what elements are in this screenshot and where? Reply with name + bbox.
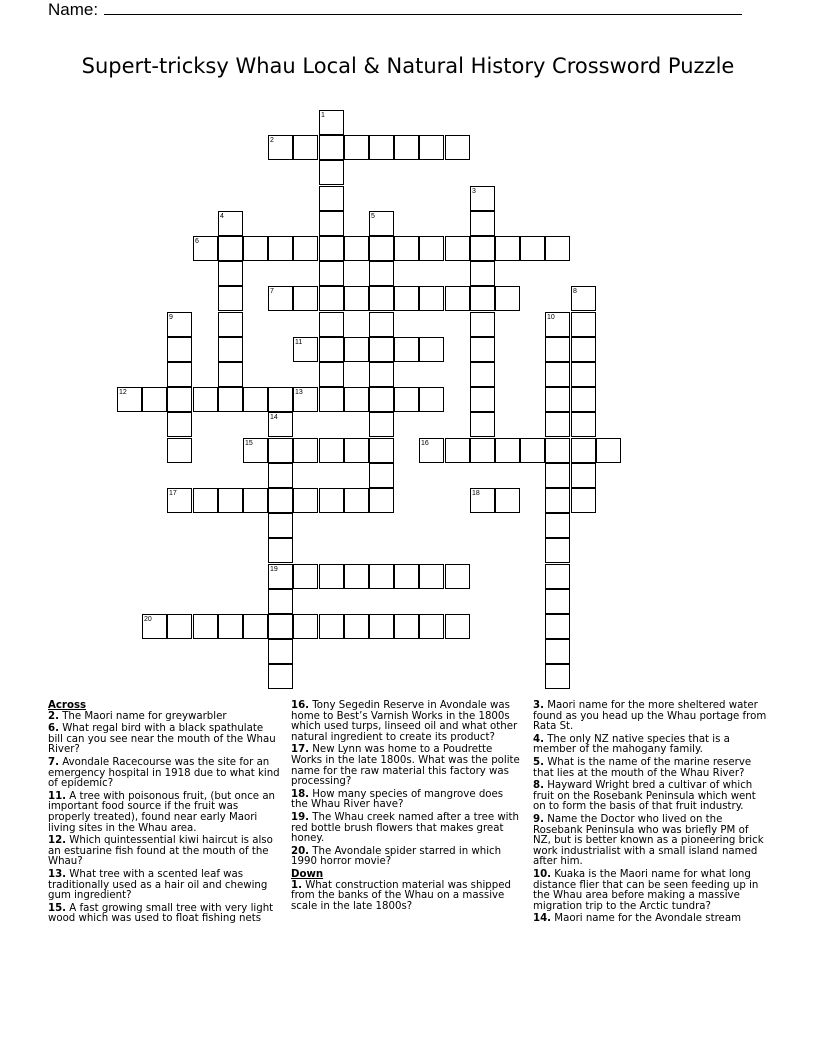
clue-number: 3 xyxy=(472,188,476,195)
grid-cell[interactable] xyxy=(445,236,470,261)
grid-cell[interactable] xyxy=(268,589,293,614)
clue-item-number: 19. xyxy=(291,811,310,823)
grid-cell[interactable] xyxy=(545,614,570,639)
clue-item-text: The Avondale spider starred in which 1990 horror movie? xyxy=(291,845,502,868)
grid-cell[interactable] xyxy=(344,337,369,362)
grid-cell[interactable] xyxy=(571,362,596,387)
grid-cell[interactable] xyxy=(268,639,293,664)
clue-item-text: Maori name for the more sheltered water found as you head up the Whau portage from Rata St. xyxy=(533,700,767,733)
grid-cell[interactable] xyxy=(268,438,293,463)
grid-cell[interactable] xyxy=(419,564,444,589)
grid-cell[interactable] xyxy=(369,211,394,236)
grid-cell[interactable] xyxy=(243,387,268,412)
grid-cell[interactable] xyxy=(520,236,545,261)
grid-cell[interactable] xyxy=(369,412,394,437)
clue-item-number: 4. xyxy=(533,733,544,745)
across-heading: Across xyxy=(48,700,87,711)
grid-cell[interactable] xyxy=(545,639,570,664)
grid-cell[interactable] xyxy=(319,564,344,589)
clue-item-text: How many species of mangrove does the Whau River have? xyxy=(291,788,504,811)
grid-cell[interactable] xyxy=(319,387,344,412)
grid-cell[interactable] xyxy=(293,387,318,412)
grid-cell[interactable] xyxy=(167,337,192,362)
grid-cell[interactable] xyxy=(369,387,394,412)
grid-cell[interactable] xyxy=(167,614,192,639)
clue-item-text: What construction material was shipped from the banks of the Whau on a massive scale in the late 1800s? xyxy=(291,879,511,912)
clue-item xyxy=(533,781,769,813)
grid-cell[interactable] xyxy=(545,337,570,362)
clue-item-number: 14. xyxy=(533,913,552,925)
clue-item-number: 20. xyxy=(291,845,310,857)
clue-item-number: 6. xyxy=(48,723,59,735)
clue-item-number: 1. xyxy=(291,879,302,891)
grid-cell[interactable] xyxy=(571,463,596,488)
grid-cell[interactable] xyxy=(293,438,318,463)
grid-cell[interactable] xyxy=(167,387,192,412)
clue-item-text: Hayward Wright bred a cultivar of which fruit on the Rosebank Peninsula which went on to form the basis of that fruit industry. xyxy=(533,780,756,813)
grid-cell[interactable] xyxy=(293,564,318,589)
clue-item xyxy=(291,813,523,845)
grid-cell[interactable] xyxy=(470,286,495,311)
clue-item xyxy=(291,847,523,868)
clue-item xyxy=(291,790,523,811)
grid-cell[interactable] xyxy=(495,236,520,261)
grid-cell[interactable] xyxy=(545,463,570,488)
grid-cell[interactable] xyxy=(470,186,495,211)
grid-cell[interactable] xyxy=(419,438,444,463)
grid-cell[interactable] xyxy=(268,463,293,488)
clue-number: 8 xyxy=(573,288,577,295)
grid-cell[interactable] xyxy=(319,135,344,160)
grid-cell[interactable] xyxy=(243,438,268,463)
clue-item-text: The Maori name for greywarbler xyxy=(58,710,227,722)
grid-cell[interactable] xyxy=(243,236,268,261)
clue-number: 15 xyxy=(245,440,253,447)
grid-cell[interactable] xyxy=(571,412,596,437)
clue-item-number: 9. xyxy=(533,813,544,825)
grid-cell[interactable] xyxy=(571,337,596,362)
grid-cell[interactable] xyxy=(293,488,318,513)
clue-number: 2 xyxy=(270,137,274,144)
grid-cell[interactable] xyxy=(218,362,243,387)
clue-item-number: 8. xyxy=(533,780,544,792)
grid-cell[interactable] xyxy=(344,236,369,261)
clue-item xyxy=(48,792,280,834)
grid-cell[interactable] xyxy=(218,488,243,513)
clue-item xyxy=(48,904,280,925)
clue-item-number: 11. xyxy=(48,790,67,802)
grid-cell[interactable] xyxy=(319,211,344,236)
grid-cell[interactable] xyxy=(470,312,495,337)
grid-cell[interactable] xyxy=(470,337,495,362)
grid-cell[interactable] xyxy=(167,312,192,337)
grid-cell[interactable] xyxy=(268,412,293,437)
clue-item xyxy=(533,815,769,868)
clue-item-number: 5. xyxy=(533,756,544,768)
grid-cell[interactable] xyxy=(218,261,243,286)
clue-number: 10 xyxy=(547,314,555,321)
grid-cell[interactable] xyxy=(319,312,344,337)
grid-cell[interactable] xyxy=(545,362,570,387)
grid-cell[interactable] xyxy=(293,614,318,639)
clue-item xyxy=(533,758,769,779)
clue-number: 13 xyxy=(295,389,303,396)
grid-cell[interactable] xyxy=(243,488,268,513)
grid-cell[interactable] xyxy=(495,286,520,311)
grid-cell[interactable] xyxy=(545,564,570,589)
clue-item-number: 15. xyxy=(48,902,67,914)
clue-item-text: What is the name of the marine reserve that lies at the mouth of the Whau River? xyxy=(533,756,752,779)
grid-cell[interactable] xyxy=(545,412,570,437)
clue-number: 14 xyxy=(270,414,278,421)
grid-cell[interactable] xyxy=(419,387,444,412)
grid-cell[interactable] xyxy=(268,513,293,538)
grid-cell[interactable] xyxy=(268,286,293,311)
grid-cell[interactable] xyxy=(344,387,369,412)
grid-cell[interactable] xyxy=(470,412,495,437)
grid-cell[interactable] xyxy=(545,438,570,463)
grid-cell[interactable] xyxy=(571,286,596,311)
grid-cell[interactable] xyxy=(369,362,394,387)
clue-item-number: 17. xyxy=(291,744,310,756)
clue-item-number: 10. xyxy=(533,868,552,880)
grid-cell[interactable] xyxy=(571,488,596,513)
grid-cell[interactable] xyxy=(193,614,218,639)
clue-item-text: Which quintessential kiwi haircut is also an estuarine fish found at the mouth of the Whau? xyxy=(48,835,273,868)
clue-number: 12 xyxy=(119,389,127,396)
grid-cell[interactable] xyxy=(218,337,243,362)
grid-cell[interactable] xyxy=(394,564,419,589)
grid-cell[interactable] xyxy=(495,438,520,463)
clue-number: 6 xyxy=(195,238,199,245)
clue-item-text: Avondale Racecourse was the site for an emergency hospital in 1918 due to what kind of epidemic? xyxy=(48,756,280,790)
grid-cell[interactable] xyxy=(243,614,268,639)
grid-cell[interactable] xyxy=(470,236,495,261)
clue-item-number: 3. xyxy=(533,700,544,711)
grid-cell[interactable] xyxy=(268,538,293,563)
grid-cell[interactable] xyxy=(394,614,419,639)
grid-cell[interactable] xyxy=(193,488,218,513)
grid-cell[interactable] xyxy=(319,261,344,286)
grid-cell[interactable] xyxy=(218,312,243,337)
clue-item-text: A fast growing small tree with very light wood which was used to float fishing nets xyxy=(48,902,274,925)
clue-item-text: The Whau creek named after a tree with red bottle brush flowers that makes great honey. xyxy=(291,811,519,845)
grid-cell[interactable] xyxy=(394,135,419,160)
clue-item-text: The only NZ native species that is a member of the mahogany family. xyxy=(533,733,730,756)
clue-item-text: Kuaka is the Maori name for what long distance flier that can be seen feeding up in the Whau area before making a massive migration trip to the Arctic tundra? xyxy=(533,868,759,912)
grid-cell[interactable] xyxy=(394,236,419,261)
clue-item-text: Name the Doctor who lived on the Rosebank Peninsula who was briefly PM of NZ, but is better known as a pioneering brick work industrialist with a small island named after him. xyxy=(533,813,764,868)
grid-cell[interactable] xyxy=(596,438,621,463)
clue-item-text: Maori name for the Avondale stream xyxy=(551,913,741,925)
clue-item xyxy=(48,724,280,756)
grid-cell[interactable] xyxy=(218,236,243,261)
grid-cell[interactable] xyxy=(419,135,444,160)
grid-cell[interactable] xyxy=(319,110,344,135)
grid-cell[interactable] xyxy=(470,438,495,463)
grid-cell[interactable] xyxy=(344,438,369,463)
clue-number: 18 xyxy=(472,490,480,497)
grid-cell[interactable] xyxy=(193,387,218,412)
grid-cell[interactable] xyxy=(167,438,192,463)
grid-cell[interactable] xyxy=(470,387,495,412)
grid-cell[interactable] xyxy=(369,286,394,311)
grid-cell[interactable] xyxy=(470,261,495,286)
grid-cell[interactable] xyxy=(167,362,192,387)
grid-cell[interactable] xyxy=(369,337,394,362)
down-heading: Down xyxy=(291,868,324,880)
clue-item xyxy=(533,870,769,912)
grid-cell[interactable] xyxy=(394,387,419,412)
clue-item-text: What regal bird with a black spathulate bill can you see near the mouth of the Whau River? xyxy=(48,723,276,756)
puzzle-title: Supert-tricksy Whau Local & Natural History Crossword Puzzle xyxy=(81,54,735,78)
grid-cell[interactable] xyxy=(319,186,344,211)
clue-item xyxy=(533,735,769,756)
grid-cell[interactable] xyxy=(470,211,495,236)
clue-item-number: 2. xyxy=(48,710,59,722)
grid-cell[interactable] xyxy=(344,614,369,639)
grid-cell[interactable] xyxy=(394,337,419,362)
clue-item-text: Tony Segedin Reserve in Avondale was home to Best’s Varnish Works in the 1800s which used turps, linseed oil and what other natural ingredient to create its product? xyxy=(291,700,518,743)
clue-number: 11 xyxy=(295,339,303,346)
grid-cell[interactable] xyxy=(319,488,344,513)
clue-number: 7 xyxy=(270,288,274,295)
clue-number: 9 xyxy=(169,314,173,321)
clue-item xyxy=(291,745,523,787)
grid-cell[interactable] xyxy=(293,135,318,160)
grid-cell[interactable] xyxy=(293,337,318,362)
grid-cell[interactable] xyxy=(445,614,470,639)
clue-number: 17 xyxy=(169,490,177,497)
grid-cell[interactable] xyxy=(268,664,293,689)
grid-cell[interactable] xyxy=(369,236,394,261)
grid-cell[interactable] xyxy=(293,286,318,311)
clue-number: 20 xyxy=(144,616,152,623)
clues-column-2 xyxy=(291,701,523,914)
grid-cell[interactable] xyxy=(369,135,394,160)
clue-number: 1 xyxy=(321,112,325,119)
grid-cell[interactable] xyxy=(218,211,243,236)
grid-cell[interactable] xyxy=(319,362,344,387)
name-label: Name: xyxy=(48,0,99,19)
grid-cell[interactable] xyxy=(268,387,293,412)
grid-cell[interactable] xyxy=(545,513,570,538)
grid-cell[interactable] xyxy=(319,160,344,185)
clue-item xyxy=(48,758,280,790)
grid-cell[interactable] xyxy=(344,286,369,311)
clue-item-text: New Lynn was home to a Poudrette Works in the late 1800s. What was the polite name for the raw material this factory was processing? xyxy=(291,744,520,788)
grid-cell[interactable] xyxy=(369,261,394,286)
grid-cell[interactable] xyxy=(445,135,470,160)
clue-item-number: 13. xyxy=(48,868,67,880)
clue-number: 16 xyxy=(421,440,429,447)
grid-cell[interactable] xyxy=(268,614,293,639)
grid-cell[interactable] xyxy=(142,614,167,639)
grid-cell[interactable] xyxy=(319,337,344,362)
clue-item xyxy=(48,712,280,723)
grid-cell[interactable] xyxy=(545,312,570,337)
grid-cell[interactable] xyxy=(369,488,394,513)
grid-cell[interactable] xyxy=(319,614,344,639)
clue-item-number: 12. xyxy=(48,835,67,847)
grid-cell[interactable] xyxy=(319,438,344,463)
grid-cell[interactable] xyxy=(218,614,243,639)
clue-item-text: What tree with a scented leaf was traditionally used as a hair oil and chewing gum ingredient? xyxy=(48,868,268,902)
grid-cell[interactable] xyxy=(571,438,596,463)
clues-column-3 xyxy=(533,701,769,927)
clue-item xyxy=(48,836,280,868)
grid-cell[interactable] xyxy=(470,362,495,387)
clue-item-text: A tree with poisonous fruit, (but once an important food source if the fruit was properly treated), found near early Maori living sites in the Whau area. xyxy=(48,790,276,834)
grid-cell[interactable] xyxy=(268,564,293,589)
grid-cell[interactable] xyxy=(445,438,470,463)
grid-cell[interactable] xyxy=(319,236,344,261)
grid-cell[interactable] xyxy=(268,488,293,513)
grid-cell[interactable] xyxy=(571,387,596,412)
clue-item-number: 18. xyxy=(291,788,310,800)
grid-cell[interactable] xyxy=(369,463,394,488)
clue-item xyxy=(291,701,523,743)
grid-cell[interactable] xyxy=(394,286,419,311)
grid-cell[interactable] xyxy=(369,438,394,463)
grid-cell[interactable] xyxy=(268,135,293,160)
grid-cell[interactable] xyxy=(193,236,218,261)
grid-cell[interactable] xyxy=(344,135,369,160)
grid-cell[interactable] xyxy=(419,337,444,362)
grid-cell[interactable] xyxy=(268,236,293,261)
clue-number: 5 xyxy=(371,213,375,220)
grid-cell[interactable] xyxy=(142,387,167,412)
grid-cell[interactable] xyxy=(545,236,570,261)
grid-cell[interactable] xyxy=(369,564,394,589)
grid-cell[interactable] xyxy=(344,564,369,589)
grid-cell[interactable] xyxy=(445,564,470,589)
grid-cell[interactable] xyxy=(344,488,369,513)
grid-cell[interactable] xyxy=(369,312,394,337)
grid-cell[interactable] xyxy=(545,387,570,412)
grid-cell[interactable] xyxy=(293,236,318,261)
grid-cell[interactable] xyxy=(419,286,444,311)
grid-cell[interactable] xyxy=(545,664,570,689)
clue-item-number: 16. xyxy=(291,700,310,711)
clue-number: 19 xyxy=(270,566,278,573)
clue-item-number: 7. xyxy=(48,756,59,768)
grid-cell[interactable] xyxy=(495,488,520,513)
clue-item xyxy=(533,914,769,925)
grid-cell[interactable] xyxy=(470,488,495,513)
grid-cell[interactable] xyxy=(419,236,444,261)
grid-cell[interactable] xyxy=(545,488,570,513)
grid-cell[interactable] xyxy=(319,286,344,311)
grid-cell[interactable] xyxy=(545,589,570,614)
grid-cell[interactable] xyxy=(117,387,142,412)
clue-item xyxy=(48,870,280,902)
grid-cell[interactable] xyxy=(167,488,192,513)
clue-number: 4 xyxy=(220,213,224,220)
clue-item xyxy=(533,701,769,733)
grid-cell[interactable] xyxy=(167,412,192,437)
grid-cell[interactable] xyxy=(218,387,243,412)
clue-item xyxy=(291,881,523,913)
grid-cell[interactable] xyxy=(445,286,470,311)
grid-cell[interactable] xyxy=(419,614,444,639)
grid-cell[interactable] xyxy=(571,312,596,337)
grid-cell[interactable] xyxy=(369,614,394,639)
grid-cell[interactable] xyxy=(218,286,243,311)
grid-cell[interactable] xyxy=(545,538,570,563)
clues-column-1 xyxy=(48,701,280,927)
grid-cell[interactable] xyxy=(520,438,545,463)
